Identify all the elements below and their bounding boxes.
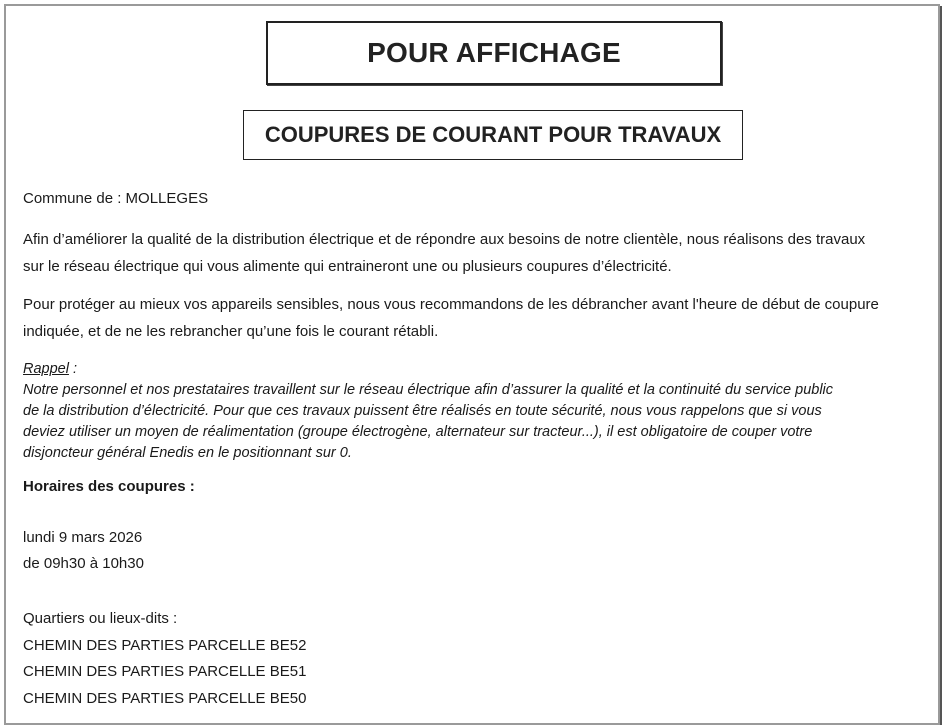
page-title: POUR AFFICHAGE: [367, 37, 621, 68]
rappel-line-3: deviez utiliser un moyen de réalimentation (groupe électrogène, alternateur sur tracteur...), il est obligatoire de couper votre: [23, 424, 813, 440]
rappel-paragraph: [23, 359, 928, 464]
rappel-heading: [23, 359, 928, 380]
schedule-heading: Horaires des coupures :: [23, 478, 195, 495]
location-item: CHEMIN DES PARTIES PARCELLE BE51: [23, 663, 307, 680]
page-subtitle: COUPURES DE COURANT POUR TRAVAUX: [264, 122, 722, 147]
rappel-label: Rappel: [23, 361, 69, 377]
intro-line-1: Afin d’améliorer la qualité de la distribution électrique et de répondre aux besoins de notre clientèle, nous réalisons des travaux: [23, 231, 866, 248]
location-item: CHEMIN DES PARTIES PARCELLE BE50: [23, 690, 307, 707]
subtitle-box: [243, 110, 743, 160]
rappel-suffix: :: [68, 361, 78, 377]
advice-line-1: Pour protéger au mieux vos appareils sensibles, nous vous recommandons de les débrancher avant l'heure de début de coupure: [23, 296, 879, 313]
rappel-line-2: de la distribution d’électricité. Pour que ces travaux puissent être réalisés en toute sécurité, nous vous rappelons que si vous: [23, 403, 822, 419]
intro-paragraph: [23, 226, 928, 280]
advice-paragraph: [23, 291, 928, 345]
title-box: [266, 21, 722, 85]
commune-line: Commune de : MOLLEGES: [23, 190, 209, 207]
schedule-date: lundi 9 mars 2026: [23, 529, 143, 546]
rappel-line-1: Notre personnel et nos prestataires travaillent sur le réseau électrique afin d’assurer la qualité et la continuité du service public: [23, 382, 834, 398]
rappel-line-4: disjoncteur général Enedis en le positionnant sur 0.: [23, 445, 352, 461]
locations-heading: Quartiers ou lieux-dits :: [23, 610, 178, 627]
advice-line-2: indiquée, et de ne les rebrancher qu’une fois le courant rétabli.: [23, 323, 439, 340]
intro-line-2: sur le réseau électrique qui vous alimente qui entraineront une ou plusieurs coupures d’électricité.: [23, 258, 672, 275]
schedule-time: de 09h30 à 10h30: [23, 555, 144, 572]
location-item: CHEMIN DES PARTIES PARCELLE BE52: [23, 637, 307, 654]
